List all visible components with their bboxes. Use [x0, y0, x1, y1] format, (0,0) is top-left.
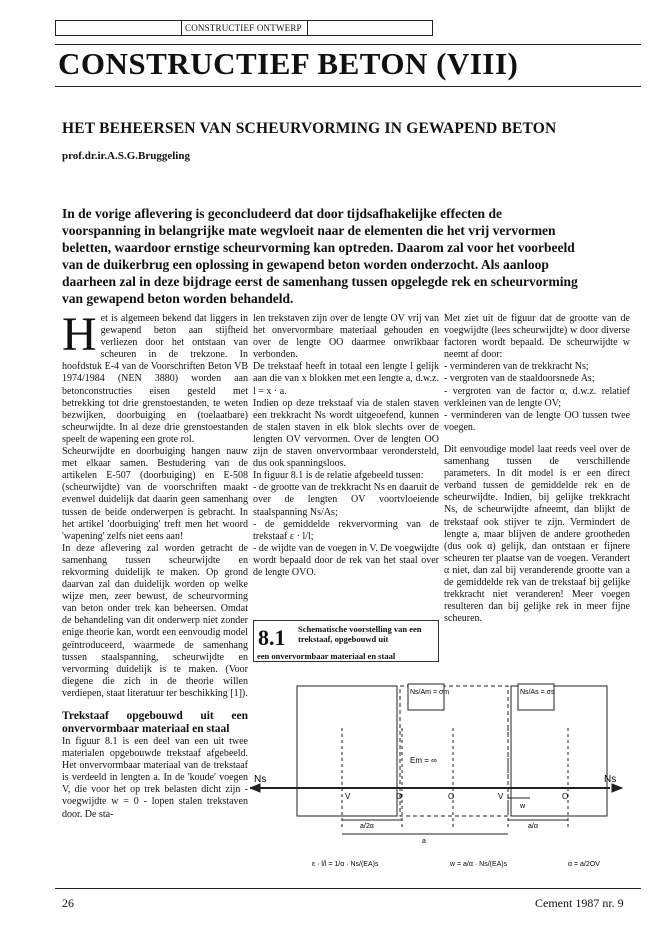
- bullet-item: - de grootte van de trekkracht Ns en daaruit de over de lengten OV voortvloeiende staalspanning Ns/As;: [253, 482, 439, 518]
- drop-cap: H: [62, 308, 97, 361]
- paragraph: Indien op deze trekstaaf via de stalen staven een trekkracht Ns wordt uitgeoefend, kunnen de stalen staven in elk blok slechts over de lengten OV vervormen. Over de lengten OO zijn de staven onvervormbaar verondersteld, dus ook spanningsloos.: [253, 397, 439, 470]
- a-label: a: [422, 838, 426, 845]
- bullet-item: - de gemiddelde rekvervorming van de trekstaaf ε · l/l;: [253, 518, 439, 542]
- ns-right-label: Ns: [604, 774, 617, 785]
- bullet-item: - verminderen van de trekkracht Ns;: [444, 361, 589, 373]
- column-3: [444, 313, 630, 625]
- paragraph: Dit eenvoudige model laat reeds veel over de samenhang tussen de verschillende parameters. In dit model is er een direct verband tussen de gemiddelde rek en de scheurwijdte. Indien, bij gelijke trekkracht Ns, de scheurwijdte afneemt, dan blijkt de trekstaaf ook stijver te zijn. Vermindert de lengte a, maar blijven de andere grootheden (dus ook α) gelijk, dan ontstaan er fijnere scheuren ter plaatse van de voegen. Verandert α niet, dan zal bij veranderende grootte van a de gemiddelde rek van de trekstaaf bij gelijke trekkracht niet veranderen! Meer voegen resulteren dan bij gelijke rek in meer fijne scheuren.: [444, 443, 630, 625]
- footer-rule: [55, 888, 641, 889]
- bullet-item: - vergroten van de factor α, d.w.z. relatief verkleinen van de lengte OV;: [444, 385, 630, 409]
- a-over-2alpha-label: a/2α: [360, 823, 374, 830]
- journal-issue: Cement 1987 nr. 9: [535, 896, 624, 910]
- formula-alpha: α = a/2OV: [568, 861, 600, 868]
- em-label: Em = ∞: [410, 756, 437, 765]
- figure-caption-line2: een onvervormbaar materiaal en staal: [257, 651, 396, 661]
- column-2: [253, 313, 439, 579]
- w-label: w: [520, 803, 526, 810]
- section-label: CONSTRUCTIEF ONTWERP: [181, 21, 308, 35]
- title-rule-bottom: [55, 86, 641, 87]
- paragraph: In figuur 8.1 is een deel van een uit twee materialen opgebouwde trekstaaf afgebeeld. Het onvervormbaar materiaal van de trekstaaf is verdeeld in lengten a. In de 'koude' voegen V, die voor het op trek belasten dicht zijn - voegwijdte w = 0 - lopen stalen trekstaven door. De sta-: [62, 736, 248, 820]
- formula-strain: ε · l/l = 1/α · Ns/(EA)s: [312, 861, 379, 868]
- formula-crack-width: w = a/α · Ns/(EA)s: [450, 861, 508, 868]
- figure-caption-box: [253, 620, 439, 662]
- author: prof.dr.ir.A.S.G.Bruggeling: [62, 150, 190, 162]
- column-1: [62, 308, 248, 821]
- bullet-item: - verminderen van de lengte OO tussen twee voegen.: [444, 409, 630, 433]
- paragraph: Scheurwijdte en doorbuiging hangen nauw met elkaar samen. Bestudering van de artikelen E-507 (doorbuiging) en E-508 (scheurwijdte) van de voorschriften maakt evenwel duidelijk dat daarin geen samenhang tussen de beide onderwerpen is gebracht. In het artikel 'doorbuiging' treft men het woord 'wapening' zelfs niet eens aan!: [62, 446, 248, 542]
- stress-box-steel: [518, 684, 554, 710]
- figure-caption: Schematische voorstelling van een trekstaaf, opgebouwd uit: [298, 624, 422, 644]
- stress-box-concrete: [408, 684, 444, 710]
- paragraph: In deze aflevering zal worden getracht de samenhang tussen scheurwijdte en rekvorming duidelijk te maken. Op grond daarvan zal dan duidelijk worden op welke wijze men, zeer bewust, de scheurvorming van beton onder trek kan beheersen. Omdat de behandeling van dit onderwerp niet zonder enige theorie kan, wordt een eenvoudig model geïntroduceerd, waarmede de samenhang tussen staalspanning, scheurwijdte en vervorming duidelijk is te maken. (Voor diegene die zich in de theorie willen verdiepen, staat literatuur ter beschikking [1]).: [62, 542, 248, 699]
- paragraph: len trekstaven zijn over de lengte OV vrij van het onvervormbare materiaal gehouden en over de lengte OO daarmee onwrikbaar verbonden.: [253, 313, 439, 361]
- bullet-item: - vergroten van de staaldoorsnede As;: [444, 373, 595, 385]
- tension-member-diagram: [250, 668, 640, 888]
- paragraph: In figuur 8.1 is de relatie afgebeeld tussen:: [253, 470, 424, 482]
- v-label-right: V: [498, 792, 504, 801]
- o-label-3: O: [562, 792, 569, 801]
- a-over-alpha-label: a/α: [528, 823, 538, 830]
- o-label-2: O: [448, 792, 455, 801]
- ns-left-label: Ns: [254, 774, 267, 785]
- o-label-1: O: [396, 792, 403, 801]
- article-subtitle: HET BEHEERSEN VAN SCHEURVORMING IN GEWAPEND BETON: [62, 120, 557, 137]
- arrow-right-head: [612, 784, 622, 792]
- paragraph: De trekstaaf heeft in totaal een lengte l gelijk aan die van x blokken met een lengte a, d.w.z. l = x · a.: [253, 361, 439, 397]
- page-number: 26: [62, 896, 74, 910]
- arrow-left-head: [250, 784, 260, 792]
- paragraph: Het is algemeen bekend dat liggers in gewapend beton aan stijfheid verliezen door het ontstaan van scheuren in de trekzone. In hoofdstuk E-4 van de Voorschriften Beton VB 1974/1984 (NEN 3880) worden aan betonconstructies eisen gesteld met betrekking tot drie grenstoestanden, te weten bezwijken, doorbuiging en (toelaatbare) scheurwijdte. In al deze drie grenstoestanden speelt de wapening een grote rol.: [62, 308, 248, 445]
- paragraph: Met ziet uit de figuur dat de grootte van de voegwijdte (lees scheurwijdte) w door diverse factoren wordt bepaald. De scheurwijdte w neemt af door:: [444, 313, 630, 361]
- box2-label: Ns/As = σs: [520, 689, 555, 696]
- title-rule-top: [55, 44, 641, 45]
- v-label-left: V: [345, 792, 351, 801]
- box1-label: Ns/Am = σm: [410, 689, 450, 696]
- page-title: CONSTRUCTIEF BETON (VIII): [58, 46, 519, 81]
- lead-paragraph: In de vorige aflevering is geconcludeerd dat door tijdsafhakelijke effecten de voorspanning in belangrijke mate wegvloeit naar de elementen die het vrij vervormen beletten, waardoor ernstige scheurvorming kan optreden. Daarom zal voor het voorbeeld van de duikerbrug een oplossing in gewapend beton worden onderzocht. Als aanloop daarheen zal in deze bijdrage eerst de samenhang tussen opgelegde rek en scheurvorming van gewapend beton worden behandeld.: [62, 206, 578, 306]
- header-box: [55, 20, 433, 36]
- bullet-item: - de wijdte van de voegen in V. De voegwijdte wordt bepaald door de rek van het staal over de lengte OVO.: [253, 542, 439, 578]
- figure-number: 8.1: [258, 625, 286, 650]
- section-heading: Trekstaaf opgebouwd uit een onvervormbaar materiaal en staal: [62, 710, 248, 735]
